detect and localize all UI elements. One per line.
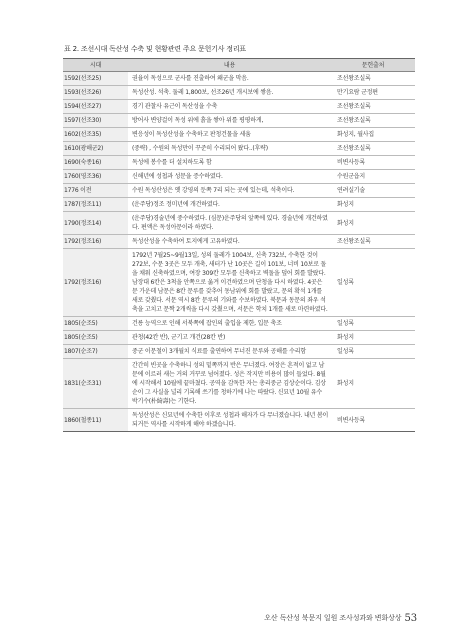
source-cell: 일성록 xyxy=(331,345,415,359)
header-content: 내용 xyxy=(128,59,331,72)
era-cell: 1807(순조7) xyxy=(63,345,128,359)
era-cell: 1787(정조11) xyxy=(63,198,128,212)
header-source: 문헌출처 xyxy=(331,59,415,72)
content-cell: 독성산성. 석축. 둘레 1,800보, 선조26년 개시보에 쌓음. xyxy=(128,86,331,100)
era-cell: 1610(광해군2) xyxy=(63,142,128,156)
table-caption: 표 2. 조선시대 독산성 수축 및 현황관련 주요 문헌기사 정리표 xyxy=(64,45,246,53)
table-row xyxy=(63,212,415,235)
era-cell: 1790(정조14) xyxy=(63,212,128,235)
content-cell: 변응성이 독성산성을 수축하고 판청건물을 세움 xyxy=(128,128,331,142)
source-cell: 화성지 xyxy=(331,331,415,345)
content-cell: 독성에 봉수를 더 설치하도록 함 xyxy=(128,156,331,170)
era-cell: 1593(선조26) xyxy=(63,86,128,100)
content-cell: (운주당)경술년에 중수하였다. (심문)운주당의 앞쪽에 있다. 경술년에 개건하였다. 편액은 독성아문이라 하였다. xyxy=(128,212,331,235)
source-cell: 화성지 xyxy=(331,212,415,235)
source-cell: 수원군읍지 xyxy=(331,170,415,184)
content-cell: 건릉 능역으로 인해 서북쪽에 잡인의 출입을 제한, 입문 축조 xyxy=(128,317,331,331)
content-cell: 중군 이문철이 3개월치 식료를 출연하여 무너진 문루와 공해를 수리함 xyxy=(128,345,331,359)
table-row xyxy=(63,142,415,156)
content-cell: 독성산성은 신묘년에 수축한 이후로 성첩과 해자가 다 무너졌습니다. 내년 봄이 되거든 역사를 시작하게 해야 하겠습니다. xyxy=(128,409,331,432)
page-footer xyxy=(264,613,417,624)
content-cell: 관청(42칸 반), 군기고 개건(28칸 반) xyxy=(128,331,331,345)
content-cell: 독성산성을 수축하여 토지에게 고유하였다. xyxy=(128,235,331,249)
source-cell: 화성지 xyxy=(331,198,415,212)
source-cell: 화성지, 월사집 xyxy=(331,128,415,142)
content-cell: (중략) , 수원의 독성만이 꾸준히 수리되어 왔다..(후략) xyxy=(128,142,331,156)
page-number: 53 xyxy=(404,613,417,624)
source-cell: 비변사등록 xyxy=(331,409,415,432)
source-cell: 비변사등록 xyxy=(331,156,415,170)
table-row xyxy=(63,184,415,198)
era-cell: 1792(정조16) xyxy=(63,235,128,249)
source-cell: 조선왕조실록 xyxy=(331,114,415,128)
content-cell: 간간히 빈곳을 수축하니 성의 밑쪽까지 반은 무너졌다. 여장은 흔적이 없고 남문에 이르러 새는 거의 거꾸로 넘어졌다. 성은 작지만 비용이 많이 들었다. 8월에 시작해서 10월에 끝마쳤다. 공역을 감독한 자는 총리중군 김상순이다. 김상순이 그 사실을 널리 기록해 쓰기를 청하기에 나는 따랐다. 신묘년 10월 유수 박기수(朴綺壽)는 기한다. xyxy=(128,359,331,409)
source-cell: 조선왕조실록 xyxy=(331,100,415,114)
table-header-row xyxy=(63,59,415,72)
era-cell: 1805(순조5) xyxy=(63,331,128,345)
table-row xyxy=(63,86,415,100)
source-cell: 조선왕조실록 xyxy=(331,142,415,156)
era-cell: 1602(선조35) xyxy=(63,128,128,142)
footer-title: 오산 독산성 북문지 일원 조사성과와 변화상상 xyxy=(264,614,402,622)
source-cell: 연려실기술 xyxy=(331,184,415,198)
content-cell: 경기 관찰사 유근이 독산성을 수축 xyxy=(128,100,331,114)
content-cell: 방어사 변양걸이 독성 위에 흙을 쌓아 위를 평평하게, xyxy=(128,114,331,128)
content-cell: 수원 독성산성은 옛 강영의 둔쪽 7리 되는 곳에 있는데, 석축이다. xyxy=(128,184,331,198)
table-row xyxy=(63,317,415,331)
content-cell: (운주당)정조 정미년에 개건하였다. xyxy=(128,198,331,212)
source-cell: 조선왕조실록 xyxy=(331,72,415,86)
source-cell: 조선왕조실록 xyxy=(331,235,415,249)
era-cell: 1760(영조36) xyxy=(63,170,128,184)
history-table xyxy=(63,58,415,432)
table-row xyxy=(63,235,415,249)
content-cell: 신해년에 성첩과 성문을 증수하였다. xyxy=(128,170,331,184)
header-era: 시대 xyxy=(63,59,128,72)
era-cell: 1792(정조16) xyxy=(63,249,128,317)
era-cell: 1594(선조27) xyxy=(63,100,128,114)
table-row xyxy=(63,249,415,317)
table-row xyxy=(63,100,415,114)
era-cell: 1690(숙종16) xyxy=(63,156,128,170)
source-cell: 화성지 xyxy=(331,359,415,409)
era-cell: 1860(철종11) xyxy=(63,409,128,432)
content-cell: 권율이 독성으로 군사를 진출하여 왜군을 막음. xyxy=(128,72,331,86)
table-row xyxy=(63,170,415,184)
era-cell: 1805(순조5) xyxy=(63,317,128,331)
era-cell: 1592(선조25) xyxy=(63,72,128,86)
era-cell: 1597(선조30) xyxy=(63,114,128,128)
source-cell: 일성록 xyxy=(331,249,415,317)
table-row xyxy=(63,114,415,128)
source-cell: 일성록 xyxy=(331,317,415,331)
era-cell: 1776 이전 xyxy=(63,184,128,198)
table-row xyxy=(63,345,415,359)
table-row xyxy=(63,359,415,409)
table-row xyxy=(63,128,415,142)
table-row xyxy=(63,156,415,170)
table-row xyxy=(63,409,415,432)
table-row xyxy=(63,198,415,212)
table-row xyxy=(63,72,415,86)
table-row xyxy=(63,331,415,345)
source-cell: 만기요람 군정편 xyxy=(331,86,415,100)
content-cell: 1792년 7월25~9월13일, 성의 둘레가 1004보, 신축 732보, 수축한 것이 272보, 수문 3곳은 모두 개축, 새터가 난 10곳은 길이 101보, 너비 10보로 돌을 채워 신축하였으며, 여장 309칸 모두를 신축하고 벽돌을 덮어 회를 발랐다. 남장대 6칸은 3척을 안쪽으로 옮겨 이건하였으며 단청을 다시 하였다. 4곳은 문 가운데 남문은 8칸 문루를 갖추어 동남위에 회를 발랐고, 문의 확석 1개를 새로 갖췄다. 서문 역시 8칸 문루의 기와를 수보하였다. 북문과 동문의 좌우 석축을 고치고 문짝 2개씩을 다시 갖췄으며, 서문은 학치 1개를 새로 마련하였다. xyxy=(128,249,331,317)
era-cell: 1831(순조31) xyxy=(63,359,128,409)
